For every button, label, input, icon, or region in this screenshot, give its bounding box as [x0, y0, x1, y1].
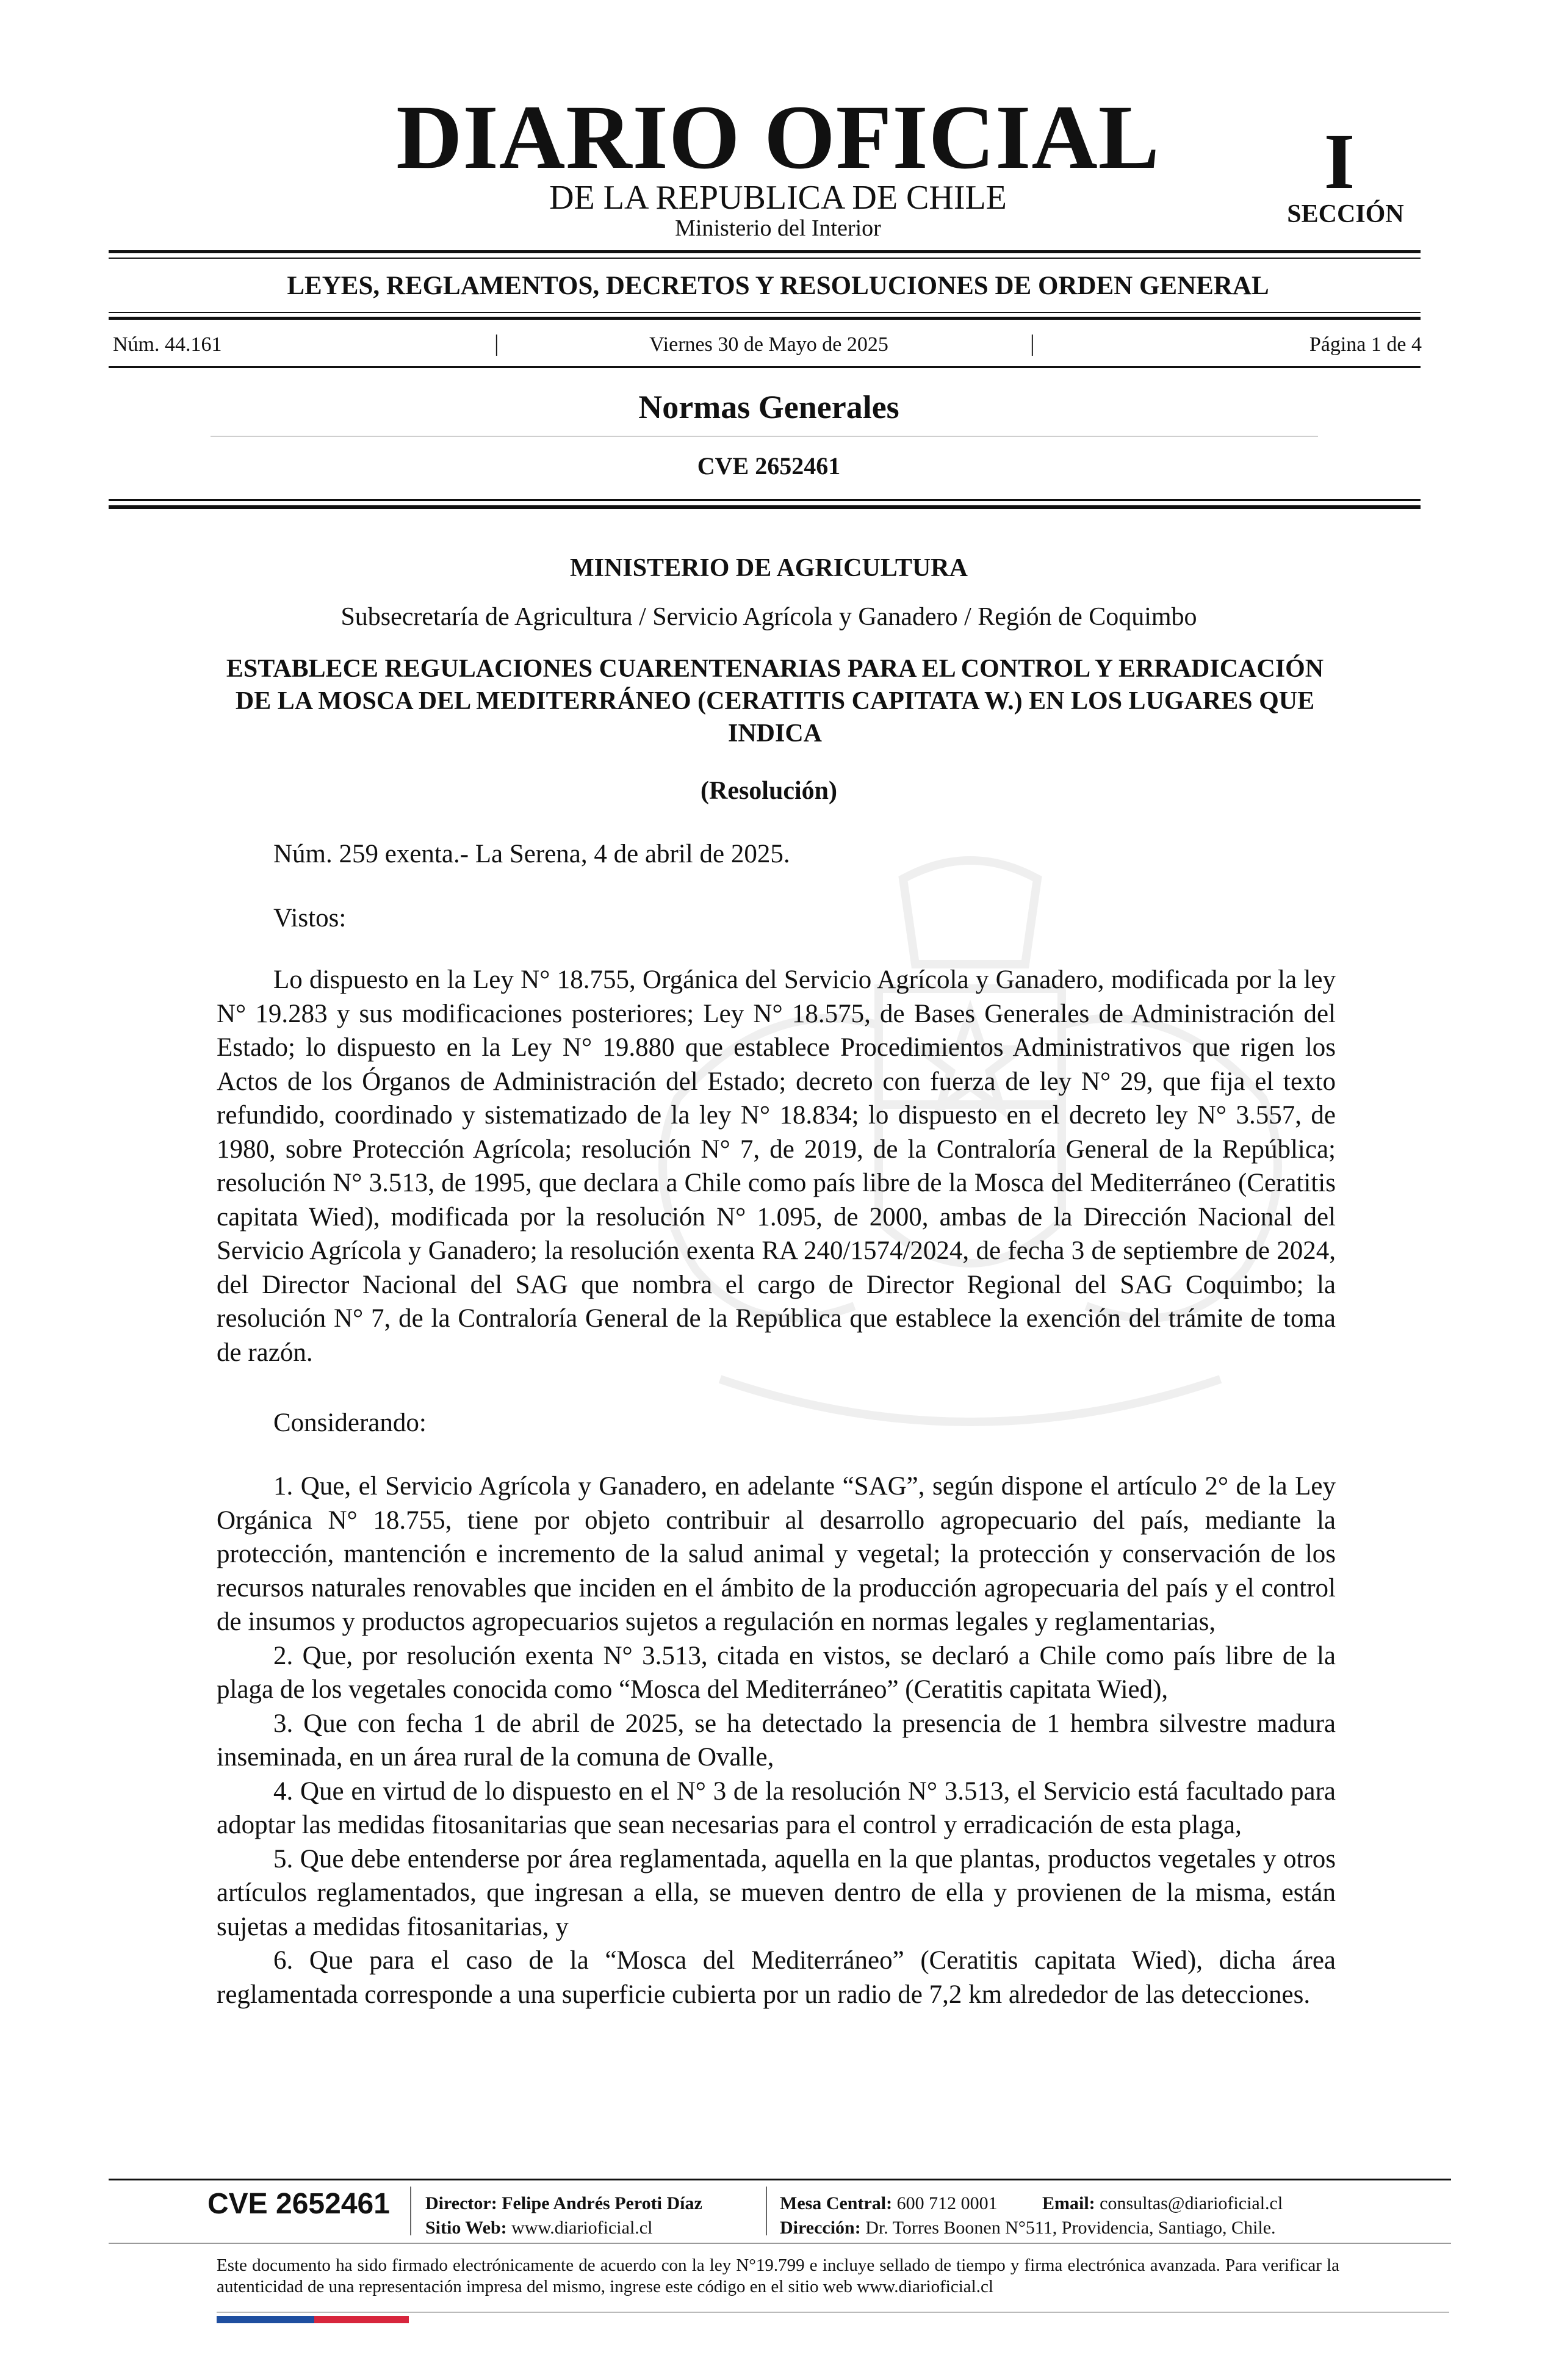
meta-separator: |: [1030, 331, 1035, 356]
issue-number: Núm. 44.161: [113, 333, 222, 356]
vistos-label: Vistos:: [273, 904, 347, 932]
footer-disclaimer: Este documento ha sido firmado electrónicamente de acuerdo con la ley N°19.799 e incluye sellado de tiempo y firma electrónica avanzada. Para verificar la autenticidad de una representación impresa del mismo, ingrese este código en el sitio web www.diarioficial.cl: [217, 2256, 1339, 2296]
divider: [109, 366, 1421, 368]
divider: [109, 258, 1421, 259]
flag-stripe-red: [314, 2316, 409, 2323]
footer-director: [425, 2194, 702, 2213]
footer-email-link[interactable]: consultas@diarioficial.cl: [1100, 2193, 1283, 2213]
footer-mesa-value: 600 712 0001: [896, 2193, 998, 2213]
considerando-item: 3. Que con fecha 1 de abril de 2025, se ha detectado la presencia de 1 hembra silvestre madura inseminada, en un área rural de la comuna de Ovalle,: [217, 1709, 1336, 1772]
footer-mesa-central: [780, 2194, 998, 2213]
section-heading: Normas Generales: [638, 389, 899, 425]
divider: [109, 505, 1421, 509]
footer-address-label: Dirección:: [780, 2218, 861, 2238]
divider: [109, 499, 1421, 501]
section-number: I: [1324, 118, 1355, 206]
footer-separator: [410, 2187, 411, 2235]
considerando-item: 6. Que para el caso de la “Mosca del Mediterráneo” (Ceratitis capitata Wied), dicha área reglamentada corresponde a una superficie cubierta por un radio de 7,2 km alrededor de las detecciones.: [217, 1946, 1336, 2009]
resolution-number-line: Núm. 259 exenta.- La Serena, 4 de abril de 2025.: [273, 840, 790, 868]
considerando-list: [217, 1469, 1336, 2011]
meta-separator: |: [494, 331, 499, 356]
footer-divider: [109, 2179, 1451, 2180]
divider: [109, 317, 1421, 320]
document-title: ESTABLECE REGULACIONES CUARENTENARIAS PARA EL CONTROL Y ERRADICACIÓN DE LA MOSCA DEL MEDITERRÁNEO (CERATITIS CAPITATA W.) EN LOS LUGARES QUE INDICA: [226, 655, 1324, 748]
considerando-item: 4. Que en virtud de lo dispuesto en el N° 3 de la resolución N° 3.513, el Servicio está facultado para adoptar las medidas fitosanitarias que sean necesarias para el control y erradicación de esta plaga,: [217, 1776, 1336, 1839]
considerando-item: 2. Que, por resolución exenta N° 3.513, citada en vistos, se declaró a Chile como país libre de la plaga de los vegetales conocida como “Mosca del Mediterráneo” (Ceratitis capitata Wied),: [217, 1641, 1336, 1704]
footer-cve-code: CVE 2652461: [207, 2188, 390, 2220]
divider: [109, 312, 1421, 313]
banner-heading: LEYES, REGLAMENTOS, DECRETOS Y RESOLUCIONES DE ORDEN GENERAL: [287, 272, 1269, 300]
flag-stripe-blue: [217, 2316, 314, 2323]
footer-separator: [766, 2187, 767, 2235]
document-ministry: MINISTERIO DE AGRICULTURA: [570, 554, 968, 582]
considerando-label: Considerando:: [273, 1408, 427, 1437]
vistos-paragraph: Lo dispuesto en la Ley N° 18.755, Orgánica del Servicio Agrícola y Ganadero, modificada por la ley N° 19.283 y sus modificaciones posteriores; Ley N° 18.575, de Bases Generales de Administración del Estado; lo dispuesto en la Ley N° 19.880 que establece Procedimientos Administrativos que rigen los Actos de los Órganos de Administración del Estado; decreto con fuerza de ley N° 29, que fija el texto refundido, coordinado y sistematizado de la ley N° 18.834; lo dispuesto en el decreto ley N° 3.557, de 1980, sobre Protección Agrícola; resolución N° 7, de 2019, de la Contraloría General de la República; resolución N° 3.513, de 1995, que declara a Chile como país libre de la Mosca del Mediterráneo (Ceratitis capitata Wied), modificada por la resolución N° 1.095, de 2000, ambas de la Dirección Nacional del Servicio Agrícola y Ganadero; la resolución exenta RA 240/1574/2024, de fecha 3 de septiembre de 2024, del Director Nacional del SAG que nombra el cargo de Director Regional del SAG Coquimbo; la resolución N° 7, de la Contraloría General de la República que establece la exención del trámite de toma de razón.: [217, 965, 1336, 1367]
masthead-subtitle: DE LA REPUBLICA DE CHILE: [549, 179, 1007, 217]
considerando-item: 1. Que, el Servicio Agrícola y Ganadero, en adelante “SAG”, según dispone el artículo 2° de la Ley Orgánica N° 18.755, tiene por objeto contribuir al desarrollo agropecuario del país, mediante la protección, mantención e incremento de la salud animal y vegetal; la protección y conservación de los recursos naturales renovables que inciden en el ámbito de la producción agropecuaria del país y el control de insumos y productos agropecuarios sujetos a regulación en normas legales y reglamentarias,: [217, 1472, 1336, 1636]
footer-email: [1042, 2194, 1283, 2213]
footer-director-label: Director:: [425, 2193, 497, 2213]
footer-website-link[interactable]: www.diarioficial.cl: [511, 2218, 653, 2238]
considerando-item: 5. Que debe entenderse por área reglamentada, aquella en la que plantas, productos vegetales y otros artículos reglamentados, que ingresan a ella, se mueven dentro de ella y provienen de la misma, están sujetas a medidas fitosanitarias, y: [217, 1844, 1336, 1941]
cve-code: CVE 2652461: [697, 452, 841, 480]
section-label: SECCIÓN: [1287, 200, 1404, 228]
footer-mesa-label: Mesa Central:: [780, 2193, 893, 2213]
footer-email-label: Email:: [1042, 2193, 1095, 2213]
document-subsecretaria: Subsecretaría de Agricultura / Servicio Agrícola y Ganadero / Región de Coquimbo: [340, 603, 1197, 631]
footer-divider: [109, 2243, 1451, 2244]
page-indicator: Página 1 de 4: [1309, 333, 1422, 356]
masthead-ministry: Ministerio del Interior: [675, 215, 881, 241]
footer-divider: [217, 2312, 1449, 2313]
issue-date: Viernes 30 de Mayo de 2025: [649, 333, 888, 356]
divider: [211, 436, 1318, 437]
masthead-title: DIARIO OFICIAL: [396, 87, 1160, 188]
footer-address: [780, 2219, 1276, 2237]
document-type: (Resolución): [701, 777, 837, 805]
footer-director-value: Felipe Andrés Peroti Díaz: [502, 2193, 702, 2213]
divider: [109, 250, 1421, 253]
footer-website: [425, 2219, 652, 2237]
footer-address-value: Dr. Torres Boonen N°511, Providencia, Santiago, Chile.: [865, 2218, 1276, 2238]
footer-website-label: Sitio Web:: [425, 2218, 507, 2238]
